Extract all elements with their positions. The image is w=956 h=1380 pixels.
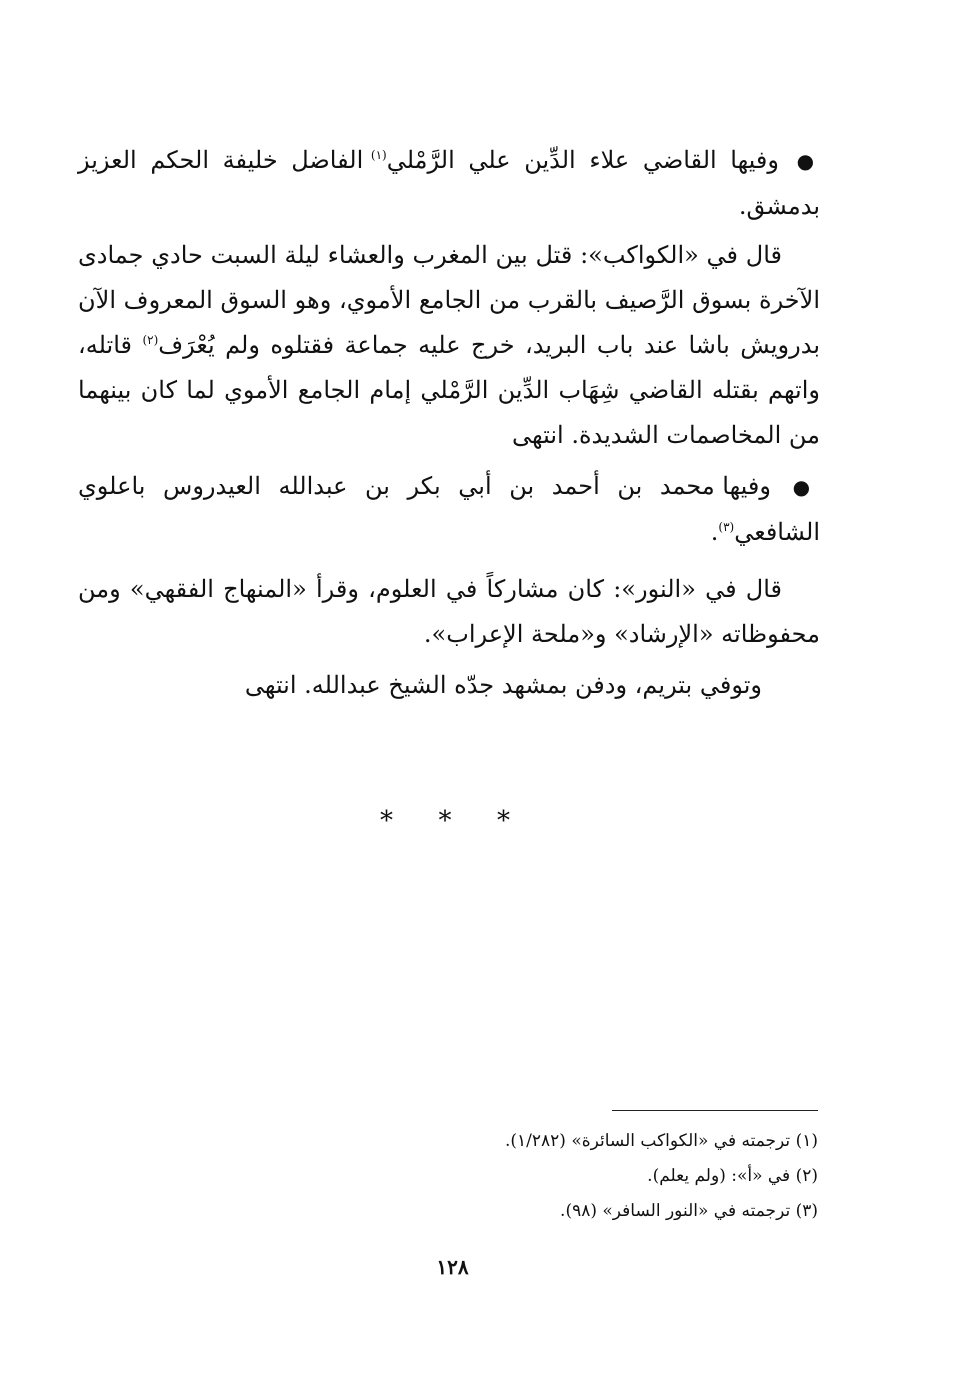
paragraph-kawakib-quote <box>78 233 820 458</box>
footnote-divider <box>612 1110 818 1111</box>
footnote-ref-3: (٣) <box>718 520 735 534</box>
bullet-icon: ● <box>796 149 820 173</box>
section-separator <box>380 806 510 836</box>
paragraph-alaa-aldin-ramli <box>78 138 820 229</box>
paragraph-text: وفيها محمد بن أحمد بن أبي بكر بن عبدالله العيدروس باعلوي الشافعي <box>78 472 820 546</box>
footnote-ref-1: (١) <box>370 148 387 162</box>
paragraph-nur-quote <box>78 567 820 657</box>
asterisk-icon: * <box>497 806 510 836</box>
paragraph-death-note <box>78 663 820 708</box>
footnotes <box>218 1124 818 1229</box>
paragraph-text: قال في «النور»: كان مشاركاً في العلوم، وقرأ «المنهاج الفقهي» ومن محفوظاته «الإرشاد» و«ملحة الإعراب». <box>78 575 820 648</box>
bullet-icon: ● <box>792 475 820 499</box>
footnote-3: (٣) ترجمته في «النور السافر» (٩٨). <box>560 1201 818 1221</box>
paragraph-text: وفيها القاضي علاء الدِّين علي الرَّمْلي <box>386 146 779 174</box>
paragraph-text-cont: قاتله، واتهم بقتله القاضي شِهَاب الدِّين الرَّمْلي إمام الجامع الأموي لما كان بينهما من المخاصمات الشديدة. انتهى <box>78 331 820 449</box>
paragraph-text: وتوفي بتريم، ودفن بمشهد جدّه الشيخ عبدالله. انتهى <box>244 671 762 699</box>
paragraph-text-cont: . <box>710 518 719 546</box>
paragraph-muhammad-aydarus <box>78 464 820 555</box>
footnote-ref-2: (٢) <box>142 333 159 347</box>
footnote-1: (١) ترجمته في «الكواكب السائرة» (١/٢٨٢). <box>504 1131 818 1151</box>
footnote-2: (٢) في «أ»: (ولم يعلم). <box>647 1166 818 1186</box>
page-number: ١٢٨ <box>436 1255 469 1279</box>
asterisk-icon: * <box>380 806 393 836</box>
paragraph-text-cont: الفاضل خليفة الحكم العزيز بدمشق. <box>78 146 820 220</box>
main-text <box>78 138 820 708</box>
paragraph-text: قال في «الكواكب»: قتل بين المغرب والعشاء ليلة السبت حادي جمادى الآخرة بسوق الرَّصيف بالقرب من الجامع الأموي، وهو السوق المعروف الآن بدرويش باشا عند باب البريد، خرج عليه جماعة فقتلوه ولم يُعْرَف <box>78 241 821 359</box>
asterisk-icon: * <box>438 806 452 836</box>
